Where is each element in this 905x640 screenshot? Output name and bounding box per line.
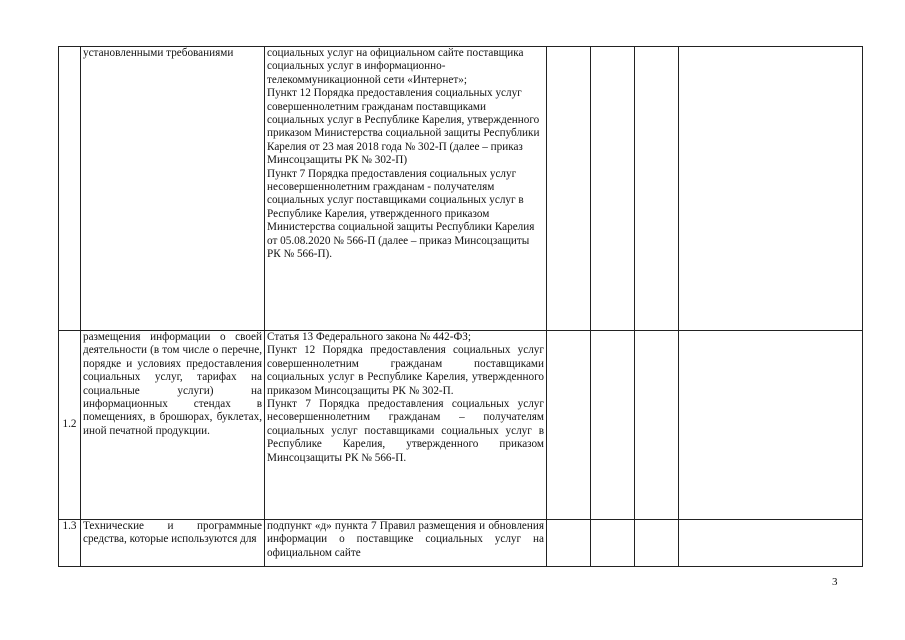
answer-no-cell — [591, 331, 635, 520]
basis-paragraph: Пункт 12 Порядка предоставления социальных услуг совершеннолетним гражданам поставщиками социальных услуг в Республике Карелия, утвержденного приказом Министерства социальной защиты Республики Карелия от 23 мая 2018 года № 302-П (далее – приказ Минсоцзащиты РК № 302-П) — [267, 87, 540, 167]
checklist-table — [58, 46, 863, 567]
answer-yes-cell — [547, 520, 591, 567]
answer-na-cell — [635, 520, 679, 567]
answer-na-cell — [635, 47, 679, 331]
note-cell — [679, 331, 863, 520]
table-row — [59, 331, 863, 520]
answer-yes-cell — [547, 47, 591, 331]
row-number: 1.2 — [59, 331, 81, 520]
answer-no-cell — [591, 520, 635, 567]
answer-no-cell — [591, 47, 635, 331]
answer-na-cell — [635, 331, 679, 520]
basis-paragraph: социальных услуг на официальном сайте поставщика социальных услуг в информационно-телекоммуникационной сети «Интернет»; — [267, 47, 524, 86]
basis-paragraph: Пункт 7 Порядка предоставления социальных услуг несовершеннолетним гражданам – получателям социальных услуг поставщиками социальных услуг в Республике Карелия, утвержденного приказом Минсоцзащиты РК № 566-П. — [267, 398, 544, 464]
criterion-cell: размещения информации о своей деятельности (в том числе о перечне, порядке и условиях предоставления социальных услуг, тарифах на социальные услуги) на информационных стендах в помещениях, в брошюрах, буклетах, иной печатной продукции. — [81, 331, 265, 520]
row-number — [59, 47, 81, 331]
page-number: 3 — [832, 576, 838, 588]
basis-paragraph: Пункт 7 Порядка предоставления социальных услуг несовершеннолетним гражданам - получателям социальных услуг поставщиками социальных услуг в Республике Карелия, утвержденного приказом Министерства социальной защиты Республики Карелия от 05.08.2020 № 566-П (далее – приказ Минсоцзащиты РК № 566-П). — [267, 167, 535, 261]
row-number: 1.3 — [59, 520, 81, 567]
criterion-cell — [81, 520, 265, 567]
basis-paragraph: Статья 13 Федерального закона № 442-ФЗ; — [267, 331, 471, 343]
basis-cell — [265, 520, 547, 567]
criterion-cell: установленными требованиями — [81, 47, 265, 331]
basis-paragraph: подпункт «д» пункта 7 Правил размещения и обновления информации о поставщике социальных услуг на официальном сайте — [267, 520, 544, 559]
table-row — [59, 520, 863, 567]
basis-cell — [265, 331, 547, 520]
table-row — [59, 47, 863, 331]
basis-paragraph: Пункт 12 Порядка предоставления социальных услуг совершеннолетним гражданам поставщиками социальных услуг в Республике Карелия, утвержденного приказом Минсоцзащиты РК № 302-П. — [267, 344, 544, 397]
criterion-text: Технические и программные средства, которые используются для — [83, 520, 262, 546]
note-cell — [679, 47, 863, 331]
basis-cell — [265, 47, 547, 331]
note-cell — [679, 520, 863, 567]
answer-yes-cell — [547, 331, 591, 520]
